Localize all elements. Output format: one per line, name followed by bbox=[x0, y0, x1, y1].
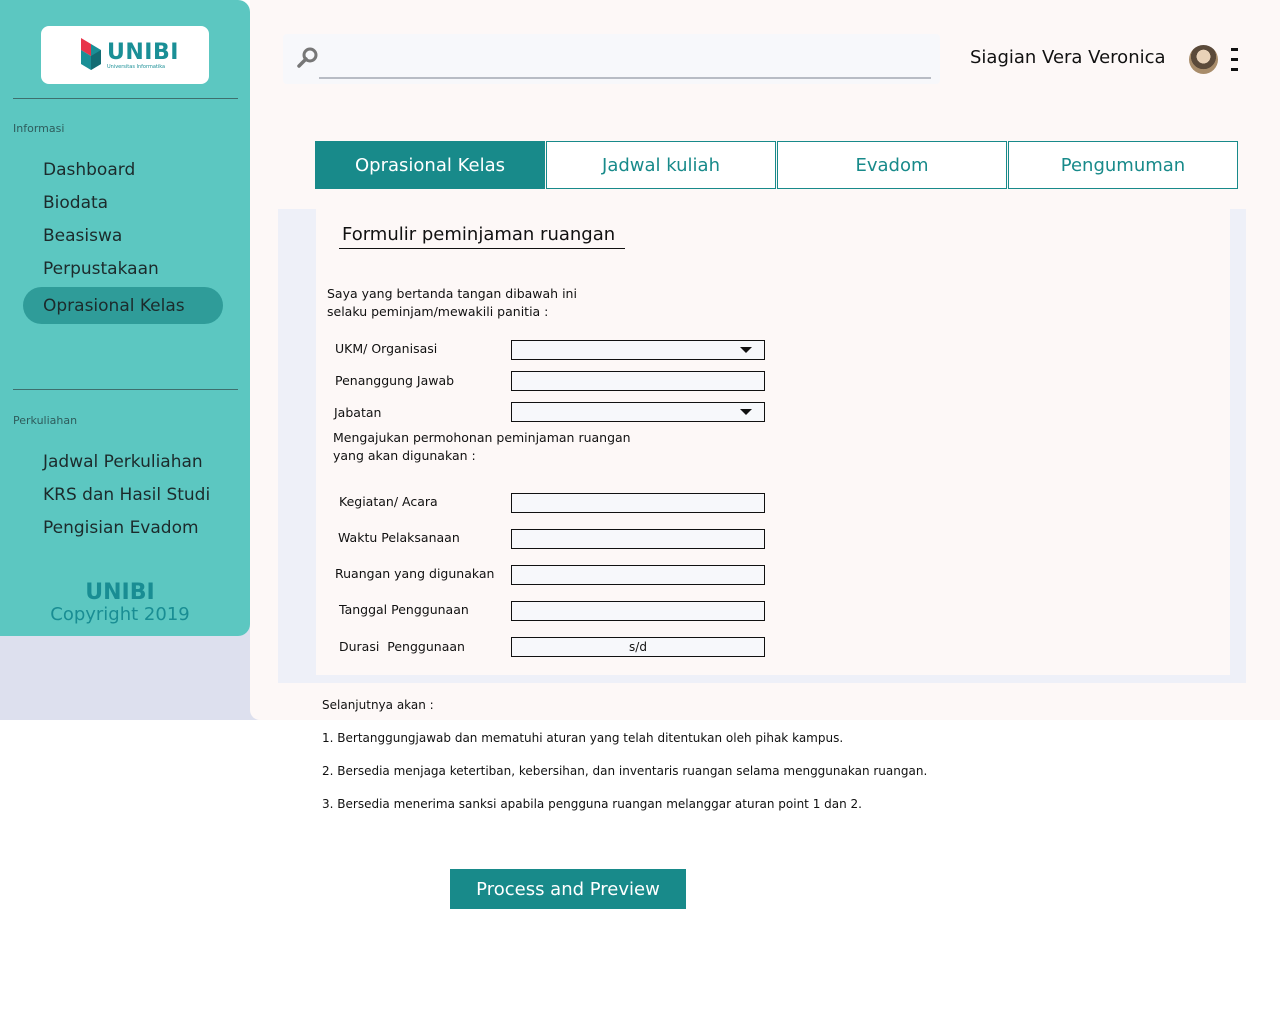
jabatan-select[interactable] bbox=[511, 402, 765, 422]
sidebar-item-beasiswa[interactable]: Beasiswa bbox=[43, 226, 123, 246]
kegiatan-label: Kegiatan/ Acara bbox=[339, 494, 438, 509]
dropdown-caret-icon bbox=[740, 347, 752, 353]
form-title: Formulir peminjaman ruangan bbox=[342, 224, 616, 245]
waktu-label: Waktu Pelaksanaan bbox=[338, 530, 460, 545]
footer-copyright: Copyright 2019 bbox=[50, 604, 190, 625]
process-preview-button[interactable]: Process and Preview bbox=[450, 869, 686, 909]
intro-line-2: selaku peminjam/mewakili panitia : bbox=[327, 304, 549, 319]
notes-heading: Selanjutnya akan : bbox=[322, 698, 434, 712]
durasi-label: Durasi Penggunaan bbox=[339, 639, 465, 654]
request-line-2: yang akan digunakan : bbox=[333, 448, 476, 463]
section-label-perkuliahan: Perkuliahan bbox=[13, 414, 78, 427]
logo[interactable] bbox=[41, 26, 209, 84]
request-line-1: Mengajukan permohonan peminjaman ruangan bbox=[333, 430, 631, 445]
ruangan-label: Ruangan yang digunakan bbox=[335, 566, 495, 581]
sidebar-item-oprasional-kelas[interactable] bbox=[23, 287, 223, 324]
waktu-field[interactable] bbox=[511, 529, 765, 549]
avatar[interactable] bbox=[1189, 45, 1218, 74]
tab-evadom[interactable]: Evadom bbox=[777, 141, 1007, 189]
logo-text: UNIBI bbox=[107, 40, 179, 65]
sidebar-item-label: Oprasional Kelas bbox=[43, 296, 185, 316]
sidebar-item-biodata[interactable]: Biodata bbox=[43, 193, 109, 213]
kegiatan-field[interactable] bbox=[511, 493, 765, 513]
dropdown-caret-icon bbox=[740, 409, 752, 415]
tab-jadwal-kuliah[interactable]: Jadwal kuliah bbox=[546, 141, 776, 189]
penanggung-jawab-field[interactable] bbox=[511, 371, 765, 391]
search-input[interactable] bbox=[319, 77, 931, 79]
ukm-label: UKM/ Organisasi bbox=[335, 341, 438, 356]
sidebar-item-jadwal-perkuliahan[interactable]: Jadwal Perkuliahan bbox=[43, 452, 203, 472]
kebab-menu-icon[interactable] bbox=[1231, 48, 1241, 72]
section-label-informasi: Informasi bbox=[13, 122, 65, 135]
durasi-field[interactable]: s/d bbox=[511, 637, 765, 657]
sidebar bbox=[0, 0, 250, 636]
intro-line-1: Saya yang bertanda tangan dibawah ini bbox=[327, 286, 577, 301]
jabatan-label: Jabatan bbox=[334, 405, 382, 420]
note-item-3: 3. Bersedia menerima sanksi apabila pengguna ruangan melanggar aturan point 1 dan 2. bbox=[322, 797, 862, 811]
tanggal-label: Tanggal Penggunaan bbox=[339, 602, 469, 617]
unibi-logo-icon bbox=[79, 36, 103, 70]
ruangan-field[interactable] bbox=[511, 565, 765, 585]
note-item-2: 2. Bersedia menjaga ketertiban, kebersihan, dan inventaris ruangan selama menggunakan ruangan. bbox=[322, 764, 928, 778]
penanggung-label: Penanggung Jawab bbox=[335, 373, 455, 388]
footer-brand: UNIBI bbox=[85, 580, 155, 605]
sidebar-item-dashboard[interactable]: Dashboard bbox=[43, 160, 136, 180]
note-item-1: 1. Bertanggungjawab dan mematuhi aturan yang telah ditentukan oleh pihak kampus. bbox=[322, 731, 844, 745]
sidebar-divider bbox=[13, 98, 238, 99]
search-icon bbox=[297, 47, 319, 69]
search-bar[interactable] bbox=[283, 34, 940, 84]
user-name: Siagian Vera Veronica bbox=[970, 47, 1166, 68]
sidebar-item-evadom[interactable]: Pengisian Evadom bbox=[43, 518, 199, 538]
tanggal-field[interactable] bbox=[511, 601, 765, 621]
logo-subtitle: Universitas Informatika bbox=[107, 64, 166, 70]
sidebar-item-perpustakaan[interactable]: Perpustakaan bbox=[43, 259, 159, 279]
ukm-select[interactable] bbox=[511, 340, 765, 360]
sidebar-item-krs[interactable]: KRS dan Hasil Studi bbox=[43, 485, 211, 505]
form-title-underline bbox=[339, 248, 625, 249]
tab-pengumuman[interactable]: Pengumuman bbox=[1008, 141, 1238, 189]
sidebar-divider bbox=[13, 389, 238, 390]
tab-oprasional-kelas[interactable]: Oprasional Kelas bbox=[315, 141, 545, 189]
